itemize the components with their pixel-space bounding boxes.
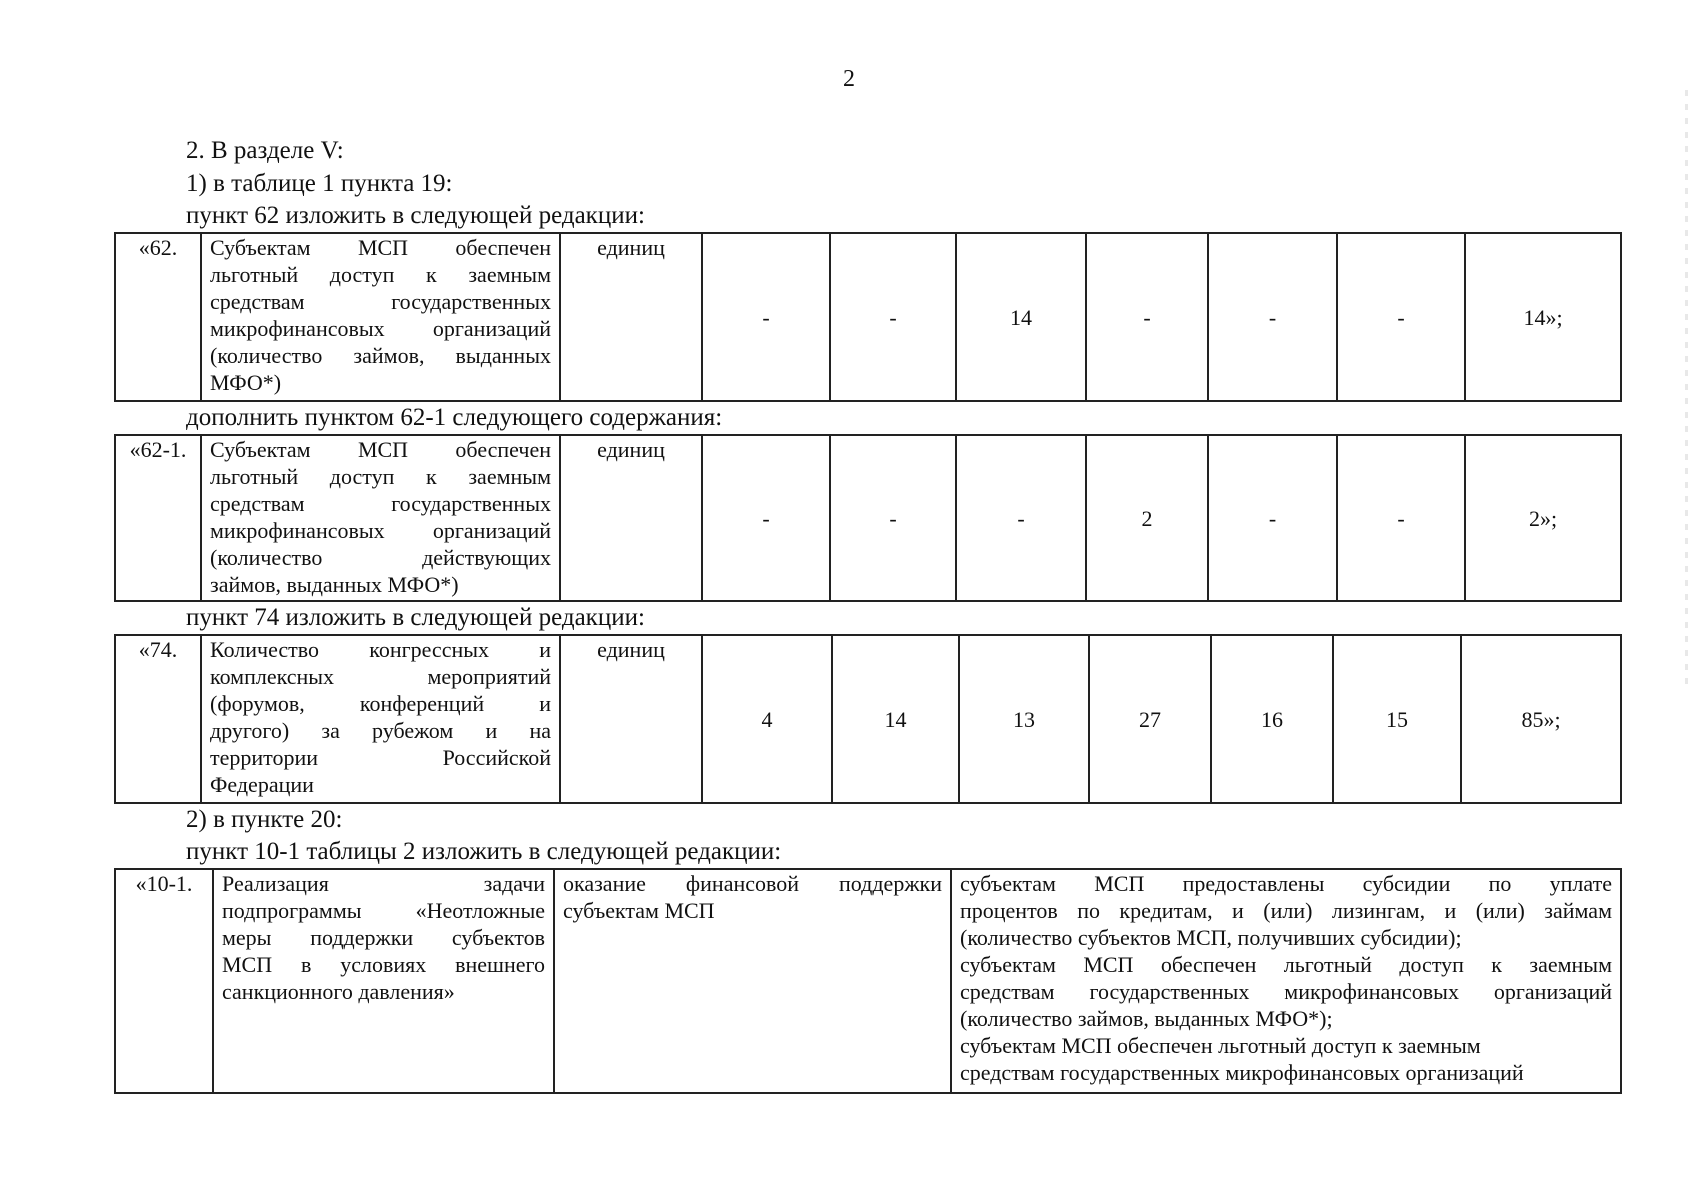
result-line: (количество займов, выданных МФО*);	[960, 1006, 1333, 1031]
table-row	[115, 635, 1621, 803]
value-cell: 4	[702, 635, 832, 803]
desc-line: средствам государственных	[210, 289, 551, 314]
table-row	[115, 233, 1621, 401]
value-cell: -	[702, 435, 830, 601]
result-line: средствам государственных микрофинансовых организаций	[960, 979, 1612, 1004]
instruction-point-20: 2) в пункте 20:	[186, 806, 343, 833]
item-number: «62.	[115, 233, 201, 401]
subsection-heading: 1) в таблице 1 пункта 19:	[186, 170, 453, 197]
item-description	[201, 233, 560, 401]
total-cell: 14»;	[1465, 233, 1621, 401]
value-cell: 2	[1086, 435, 1208, 601]
item-number: «74.	[115, 635, 201, 803]
value-cell: 16	[1211, 635, 1333, 803]
desc-line: Субъектам МСП обеспечен	[210, 437, 551, 462]
value-cell: 15	[1333, 635, 1461, 803]
section-heading: 2. В разделе V:	[186, 137, 344, 164]
item-number: «62-1.	[115, 435, 201, 601]
desc-line: территории Российской	[210, 745, 551, 770]
results-cell	[951, 869, 1621, 1093]
table-row	[115, 869, 1621, 1093]
unit-cell: единиц	[560, 435, 702, 601]
total-cell: 85»;	[1461, 635, 1621, 803]
desc-line: МСП в условиях внешнего	[222, 952, 545, 977]
value-cell: -	[1086, 233, 1208, 401]
desc-line: средствам государственных	[210, 491, 551, 516]
value-cell: -	[956, 435, 1086, 601]
scan-edge-artifact	[1685, 90, 1688, 690]
desc-line: Реализация задачи	[222, 871, 545, 896]
table-row	[115, 435, 1621, 601]
item-number: «10-1.	[115, 869, 213, 1093]
desc-line: МФО*)	[210, 370, 282, 395]
item-description	[201, 635, 560, 803]
desc-line: (количество займов, выданных	[210, 343, 551, 368]
activity-line: оказание финансовой поддержки	[563, 871, 942, 896]
value-cell: -	[702, 233, 830, 401]
desc-line: (форумов, конференций и	[210, 691, 551, 716]
result-line: процентов по кредитам, и (или) лизингам, и (или) займам	[960, 898, 1612, 923]
page-number: 2	[843, 66, 855, 92]
item-description	[201, 435, 560, 601]
value-cell: 14	[956, 233, 1086, 401]
value-cell: -	[830, 435, 956, 601]
desc-line: комплексных мероприятий	[210, 664, 551, 689]
instruction-74: пункт 74 изложить в следующей редакции:	[186, 604, 645, 631]
desc-line: микрофинансовых организаций	[210, 518, 551, 543]
result-line: субъектам МСП обеспечен льготный доступ к заемным	[960, 1033, 1481, 1058]
value-cell: 13	[959, 635, 1089, 803]
desc-line: другого) за рубежом и на	[210, 718, 551, 743]
desc-line: займов, выданных МФО*)	[210, 572, 459, 597]
desc-line: меры поддержки субъектов	[222, 925, 545, 950]
unit-cell: единиц	[560, 635, 702, 803]
value-cell: -	[1337, 233, 1465, 401]
value-cell: -	[1337, 435, 1465, 601]
task-description	[213, 869, 554, 1093]
desc-line: льготный доступ к заемным	[210, 262, 551, 287]
value-cell: 27	[1089, 635, 1211, 803]
desc-line: микрофинансовых организаций	[210, 316, 551, 341]
table-item-10-1	[114, 868, 1622, 1094]
unit-cell: единиц	[560, 233, 702, 401]
desc-line: подпрограммы «Неотложные	[222, 898, 545, 923]
result-line: средствам государственных микрофинансовых организаций	[960, 1060, 1524, 1085]
result-line: (количество субъектов МСП, получивших субсидии);	[960, 925, 1462, 950]
result-line: субъектам МСП предоставлены субсидии по уплате	[960, 871, 1612, 896]
desc-line: Количество конгрессных и	[210, 637, 551, 662]
value-cell: -	[830, 233, 956, 401]
desc-line: льготный доступ к заемным	[210, 464, 551, 489]
total-cell: 2»;	[1465, 435, 1621, 601]
value-cell: -	[1208, 435, 1337, 601]
table-item-62	[114, 232, 1622, 402]
table-item-74	[114, 634, 1622, 804]
table-item-62-1	[114, 434, 1622, 602]
value-cell: -	[1208, 233, 1337, 401]
instruction-62: пункт 62 изложить в следующей редакции:	[186, 202, 645, 229]
activity-line: субъектам МСП	[563, 898, 715, 923]
result-line: субъектам МСП обеспечен льготный доступ к заемным	[960, 952, 1612, 977]
desc-line: (количество действующих	[210, 545, 551, 570]
desc-line: Федерации	[210, 772, 314, 797]
activity-cell	[554, 869, 951, 1093]
desc-line: санкционного давления»	[222, 979, 455, 1004]
instruction-62-1: дополнить пунктом 62-1 следующего содержания:	[186, 404, 723, 431]
instruction-10-1: пункт 10-1 таблицы 2 изложить в следующей редакции:	[186, 838, 782, 865]
value-cell: 14	[832, 635, 959, 803]
desc-line: Субъектам МСП обеспечен	[210, 235, 551, 260]
